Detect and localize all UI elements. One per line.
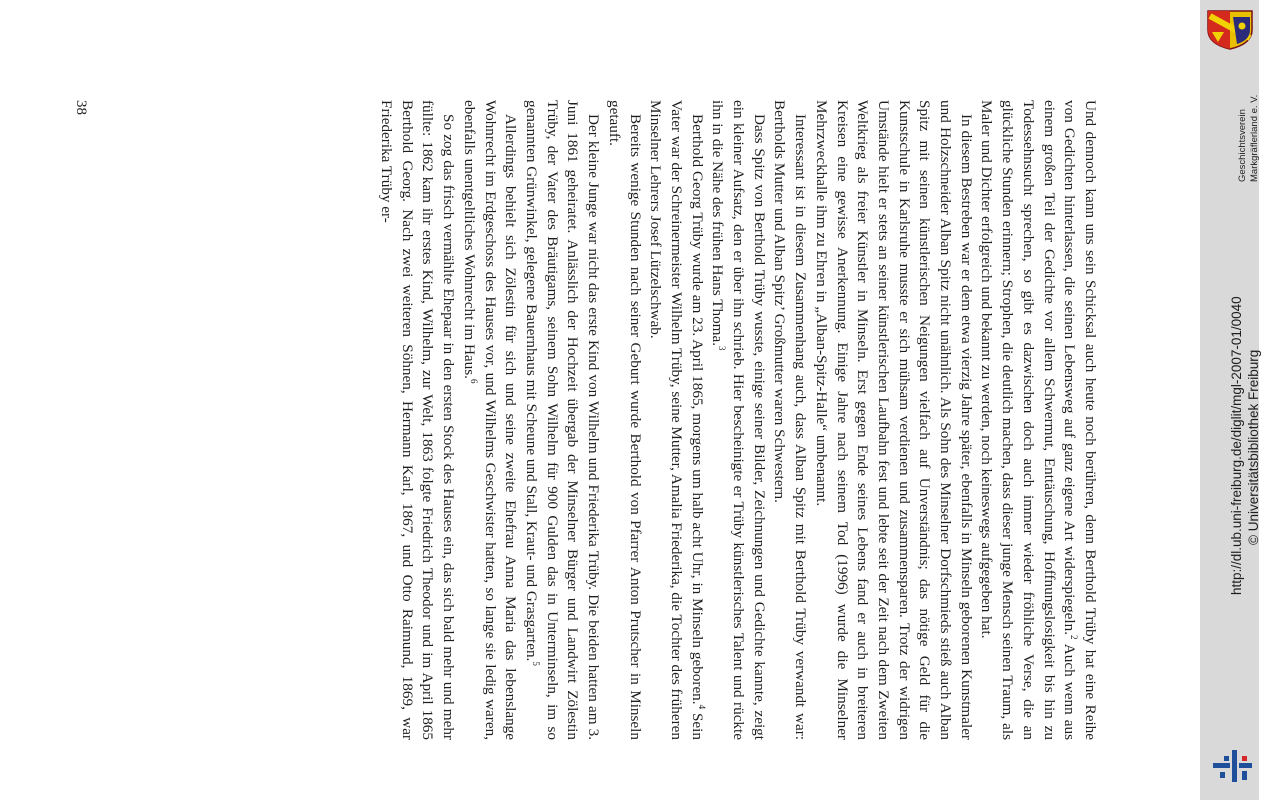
paragraph: Dass Spitz von Berthold Trüby wusste, einige seiner Bilder, Zeichnungen und Gedichte kannte, zeigt ein kleiner Aufsatz, den er über ihn schrieb. Hier bescheinigte er Trüby künstlerisches Talent und rückte ihn in die Nähe des frühen Hans Thoma.$^3$ xyxy=(709,100,768,740)
footnote-ref: 3 xyxy=(717,346,728,351)
society-name-line1: Geschichtsverein xyxy=(1237,109,1248,182)
page-number: 38 xyxy=(73,100,89,115)
paragraph: Und dennoch kann uns sein Schicksal auch heute noch berühren, denn Berthold Trüby hat eine Reihe von Gedichten hinterlassen, die seinen Lebensweg auf ganz eigene Art widerspiegeln.$^2$ Auch wenn aus einem großen Teil der Gedichte vor allem Schwermut, Enttäuschung, Hoffnungslosigkeit bis hin zu Todessehnsucht sprechen, so gibt es dazwischen doch auch immer wieder fröhliche Verse, die an glückliche Stunden erinnern; Strophen, die deutlich machen, dass dieser junge Mensch seinen Traum, als Maler und Dichter erfolgreich und bekannt zu werden, noch keineswegs aufgegeben hat. xyxy=(978,100,1099,740)
library-logo-icon xyxy=(1210,748,1254,784)
paragraph: Bereits wenige Stunden nach seiner Geburt wurde Berthold von Pfarrer Anton Prutscher in Minseln getauft. xyxy=(605,100,644,740)
paragraph: Der kleine Junge war nicht das erste Kind von Wilhelm und Friederika Trüby. Die beiden hatten am 3. Juni 1861 geheiratet. Anlässlich der Hochzeit übergab der Minselner Bürger und Landwirt Zölestin Trüby, der Vater des Bräutigams, seinem Sohn Wilhelm für 900 Gulden das in Unterminseln, im so genannten Grünwinkel, gelegene Bauernhaus mit Scheune und Stall, Kraut- und Grasgarten.$^5$ xyxy=(523,100,603,740)
footnote-ref: 2 xyxy=(1069,635,1080,640)
paragraph: Interessant ist in diesem Zusammenhang auch, dass Alban Spitz mit Berthold Trüby verwandt war: Bertholds Mutter und Alban Spitz’ Großmutter waren Schwestern. xyxy=(771,100,810,740)
society-name-line2: Markgräflerland e. V. xyxy=(1249,94,1260,182)
paragraph: So zog das frisch vermählte Ehepaar in den ersten Stock des Hauses ein, das sich bald mehr und mehr füllte: 1862 kam ihr erstes Kind, Wilhelm, zur Welt, 1863 folgte Friedrich Theodor und im April 1865 Berthold Georg. Nach zwei weiteren Söhnen, Hermann Karl, 1867, und Otto Raimund, 1869, war Friederika Trüby er- xyxy=(378,100,458,740)
footnote-ref: 5 xyxy=(531,661,542,666)
footnote-ref: 4 xyxy=(696,704,707,710)
source-url[interactable]: http://dl.ub.uni-freiburg.de/diglit/mgl-2007-01/0040 xyxy=(1229,296,1244,595)
footnote-ref: 6 xyxy=(468,378,479,384)
paragraph: In diesem Bestreben war er dem etwa vierzig Jahre später, ebenfalls in Minseln geborenen Kunstmaler und Holzschneider Alban Spitz nicht unähnlich. Als Sohn des Minselner Dorfschmieds stieß auch Alban Spitz mit seinen künstlerischen Neigungen vielfach auf Unverständnis; das nötige Geld für die Kunstschule in Karlsruhe musste er sich mühsam verdienen und zusammensparen. Trotz der widrigen Umstände hielt er stets an seiner künstlerischen Laufbahn fest und lebte seit der Zeit nach dem Zweiten Weltkrieg als freier Künstler in Minseln. Erst gegen Ende seines Lebens fand er auch in breiteren Kreisen eine gewisse Anerkennung. Einige Jahre nach seinem Tod (1996) wurde die Minselner Mehrzweckhalle ihm zu Ehren in „Alban-Spitz-Halle“ umbenannt. xyxy=(812,100,975,740)
copyright-notice: © Universitätsbibliothek Freiburg xyxy=(1246,349,1261,545)
rotated-page-content xyxy=(73,100,1100,740)
paragraph: Allerdings behielt sich Zölestin für sich und seine zweite Ehefrau Anna Maria das lebenslange Wohnrecht im Erdgeschoss des Hauses vor, und Wilhelms Geschwister hatten, so lange sie ledig waren, ebenfalls unentgeltliches Wohnrecht im Haus.$^6$ xyxy=(460,100,520,740)
coat-of-arms-icon xyxy=(1206,8,1254,50)
paragraph: Berthold Georg Trüby wurde am 23. April 1865, morgens um halb acht Uhr, in Minseln geboren.$^4$ Sein Vater war der Schreinermeister Wilhelm Trüby, seine Mutter, Amalia Friederika, die Tochter des früheren Minselner Lehrers Josef Lützelschwab. xyxy=(647,100,707,740)
body-text xyxy=(375,100,1100,740)
